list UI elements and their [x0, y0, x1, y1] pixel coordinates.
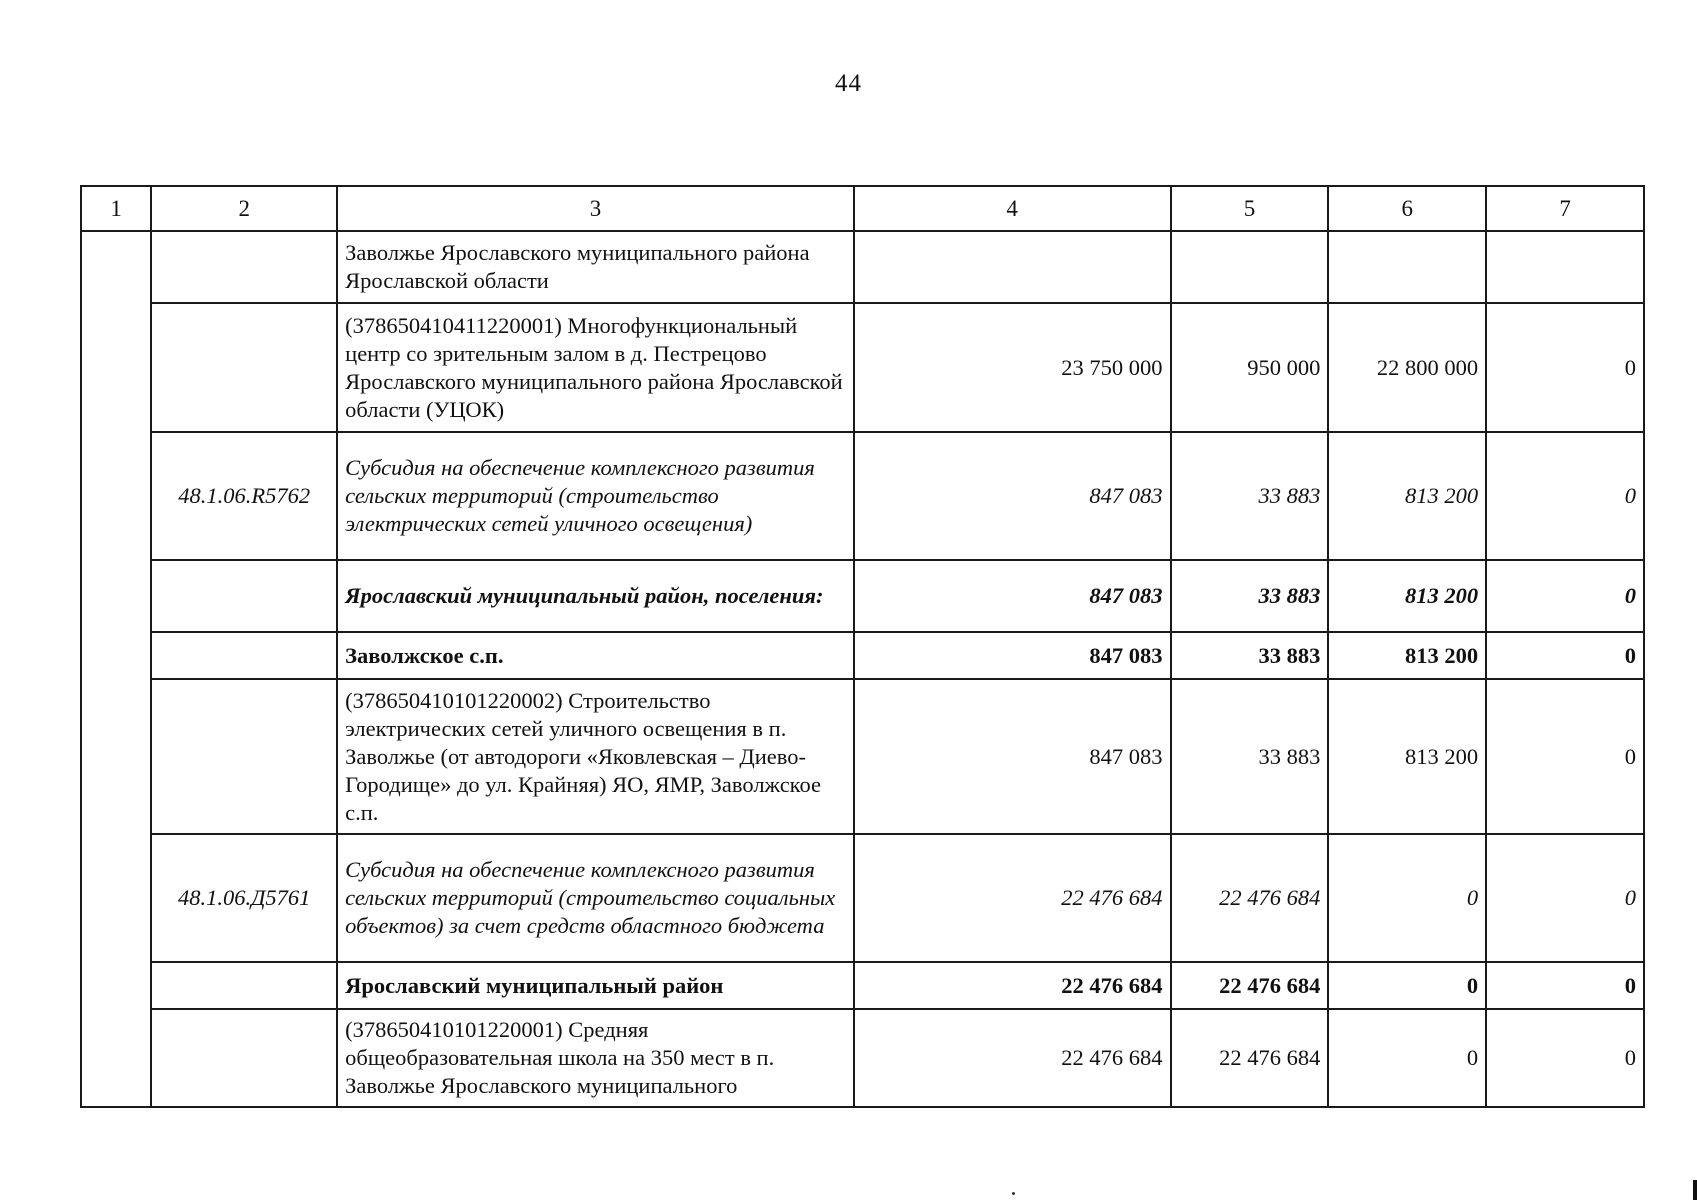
column-header: 4	[854, 186, 1171, 231]
table-row	[81, 679, 1644, 834]
code-cell	[151, 303, 337, 432]
table-row	[81, 1009, 1644, 1107]
amount-cell: 22 800 000	[1328, 303, 1486, 432]
amount-cell: 0	[1486, 303, 1644, 432]
amount-cell: 847 083	[854, 432, 1171, 560]
amount-cell: 22 476 684	[854, 1009, 1171, 1107]
amount-cell: 0	[1486, 834, 1644, 962]
table-row	[81, 962, 1644, 1009]
column-header: 6	[1328, 186, 1486, 231]
amount-cell: 0	[1486, 432, 1644, 560]
empty-cell	[81, 231, 151, 1107]
amount-cell	[1171, 231, 1329, 303]
description-cell: (378650410101220002) Строительство электрических сетей уличного освещения в п. Заволжье (от автодороги «Яковлевская – Диево-Городище» до ул. Крайняя) ЯО, ЯМР, Заволжское с.п.	[337, 679, 854, 834]
amount-cell	[1486, 231, 1644, 303]
code-cell	[151, 679, 337, 834]
code-cell	[151, 962, 337, 1009]
code-cell: 48.1.06.Д5761	[151, 834, 337, 962]
amount-cell: 813 200	[1328, 432, 1486, 560]
table-row	[81, 231, 1644, 303]
amount-cell: 33 883	[1171, 679, 1329, 834]
description-cell: Заволжское с.п.	[337, 632, 854, 679]
scan-edge-mark	[1693, 1180, 1697, 1200]
code-cell	[151, 632, 337, 679]
column-header: 1	[81, 186, 151, 231]
description-cell: Ярославский муниципальный район, поселения:	[337, 560, 854, 632]
amount-cell: 813 200	[1328, 679, 1486, 834]
column-header: 3	[337, 186, 854, 231]
amount-cell: 847 083	[854, 632, 1171, 679]
amount-cell: 33 883	[1171, 432, 1329, 560]
table-header-row	[81, 186, 1644, 231]
amount-cell: 0	[1328, 834, 1486, 962]
amount-cell: 33 883	[1171, 560, 1329, 632]
amount-cell: 0	[1328, 1009, 1486, 1107]
description-cell: Заволжье Ярославского муниципального района Ярославской области	[337, 231, 854, 303]
budget-table	[80, 185, 1645, 1108]
amount-cell: 0	[1486, 679, 1644, 834]
amount-cell: 0	[1486, 560, 1644, 632]
description-cell: (378650410101220001) Средняя общеобразовательная школа на 350 мест в п. Заволжье Ярославского муниципального	[337, 1009, 854, 1107]
amount-cell: 22 476 684	[1171, 834, 1329, 962]
code-cell: 48.1.06.R5762	[151, 432, 337, 560]
description-cell: Субсидия на обеспечение комплексного развития сельских территорий (строительство электрических сетей уличного освещения)	[337, 432, 854, 560]
amount-cell: 847 083	[854, 560, 1171, 632]
amount-cell	[854, 231, 1171, 303]
scan-speck	[1012, 1192, 1015, 1195]
page-number: 44	[835, 70, 862, 97]
table-row	[81, 560, 1644, 632]
table-row	[81, 432, 1644, 560]
amount-cell: 0	[1486, 632, 1644, 679]
amount-cell: 0	[1486, 962, 1644, 1009]
table-row	[81, 834, 1644, 962]
column-header: 7	[1486, 186, 1644, 231]
description-cell: (378650410411220001) Многофункциональный центр со зрительным залом в д. Пестрецово Ярославского муниципального района Ярославской области (УЦОК)	[337, 303, 854, 432]
amount-cell: 813 200	[1328, 632, 1486, 679]
amount-cell: 22 476 684	[854, 834, 1171, 962]
code-cell	[151, 560, 337, 632]
amount-cell: 0	[1486, 1009, 1644, 1107]
description-cell: Субсидия на обеспечение комплексного развития сельских территорий (строительство социальных объектов) за счет средств областного бюджета	[337, 834, 854, 962]
amount-cell: 23 750 000	[854, 303, 1171, 432]
amount-cell: 950 000	[1171, 303, 1329, 432]
amount-cell: 0	[1328, 962, 1486, 1009]
amount-cell: 33 883	[1171, 632, 1329, 679]
amount-cell	[1328, 231, 1486, 303]
amount-cell: 22 476 684	[1171, 962, 1329, 1009]
amount-cell: 22 476 684	[854, 962, 1171, 1009]
table-row	[81, 632, 1644, 679]
code-cell	[151, 231, 337, 303]
amount-cell: 22 476 684	[1171, 1009, 1329, 1107]
column-header: 5	[1171, 186, 1329, 231]
code-cell	[151, 1009, 337, 1107]
amount-cell: 813 200	[1328, 560, 1486, 632]
table-row	[81, 303, 1644, 432]
amount-cell: 847 083	[854, 679, 1171, 834]
description-cell: Ярославский муниципальный район	[337, 962, 854, 1009]
column-header: 2	[151, 186, 337, 231]
